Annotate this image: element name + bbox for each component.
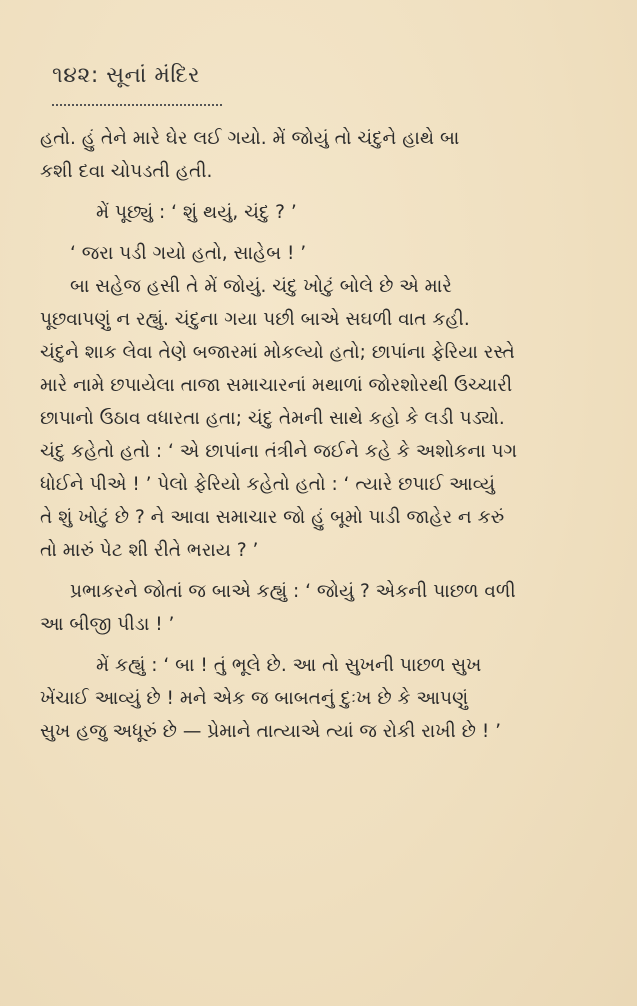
paragraph-6 <box>40 649 615 748</box>
paragraph-3 <box>40 237 615 270</box>
header-divider <box>52 104 222 106</box>
text-line: ચંદુને શાક લેવા તેણે બજારમાં મોકલ્યો હતો; છાપાંના ફેરિયા રસ્તે <box>40 342 515 363</box>
text-line: સુખ હજુ અધૂરું છે — પ્રેમાને તાત્યાએ ત્યાં જ રોકી રાખી છે ! ’ <box>40 721 502 742</box>
text-line: બા સહેજ હસી તે મેં જોયું. ચંદુ ખોટું બોલે છે એ મારે <box>70 276 452 297</box>
paragraph-1 <box>40 122 615 188</box>
text-line: હતો. હું તેને મારે ઘેર લઈ ગયો. મેં જોયું તો ચંદુને હાથે બા <box>40 128 460 149</box>
text-line: ધોઈને પીએ ! ’ પેલો ફેરિયો કહેતો હતો : ‘ ત્યારે છપાઈ આવ્યું <box>40 474 495 495</box>
text-line: ‘ જરા પડી ગયો હતો, સાહેબ ! ’ <box>70 243 307 264</box>
text-line: ચંદુ કહેતો હતો : ‘ એ છાપાંના તંત્રીને જઈને કહે કે અશોકના પગ <box>40 441 518 462</box>
text-line: મેં કહ્યું : ‘ બા ! તું ભૂલે છે. આ તો સુખની પાછળ સુખ <box>96 655 482 676</box>
paragraph-4 <box>40 270 615 567</box>
text-line: તો મારું પેટ શી રીતે ભરાય ? ’ <box>40 540 259 561</box>
page-header <box>52 62 200 90</box>
text-line: છાપાનો ઉઠાવ વધારતા હતા; ચંદુ તેમની સાથે કહો કે લડી પડ્યો. <box>40 408 505 429</box>
text-line: પ્રભાકરને જોતાં જ બાએ કહ્યું : ‘ જોયું ? એકની પાછળ વળી <box>70 581 516 602</box>
text-line: ખેંચાઈ આવ્યું છે ! મને એક જ બાબતનું દુઃખ છે કે આપણું <box>40 688 469 709</box>
text-line: કશી દવા ચોપડતી હતી. <box>40 161 213 182</box>
body-text <box>40 122 615 748</box>
text-line: મારે નામે છપાયેલા તાજા સમાચારનાં મથાળાં જોરશોરથી ઉચ્ચારી <box>40 375 513 396</box>
page-title: ૧૪૨: સૂનાં મંદિર <box>52 63 201 88</box>
text-line: આ બીજી પીડા ! ’ <box>40 614 175 635</box>
paragraph-5 <box>40 575 615 641</box>
paragraph-2 <box>40 196 615 229</box>
text-line: તે શું ખોટું છે ? ને આવા સમાચાર જો હું બૂમો પાડી જાહેર ન કરું <box>40 507 505 528</box>
text-line: મેં પૂછ્યું : ‘ શું થયું, ચંદુ ? ’ <box>96 202 297 223</box>
text-line: પૂછવાપણું ન રહ્યું. ચંદુના ગયા પછી બાએ સઘળી વાત કહી. <box>40 309 470 330</box>
